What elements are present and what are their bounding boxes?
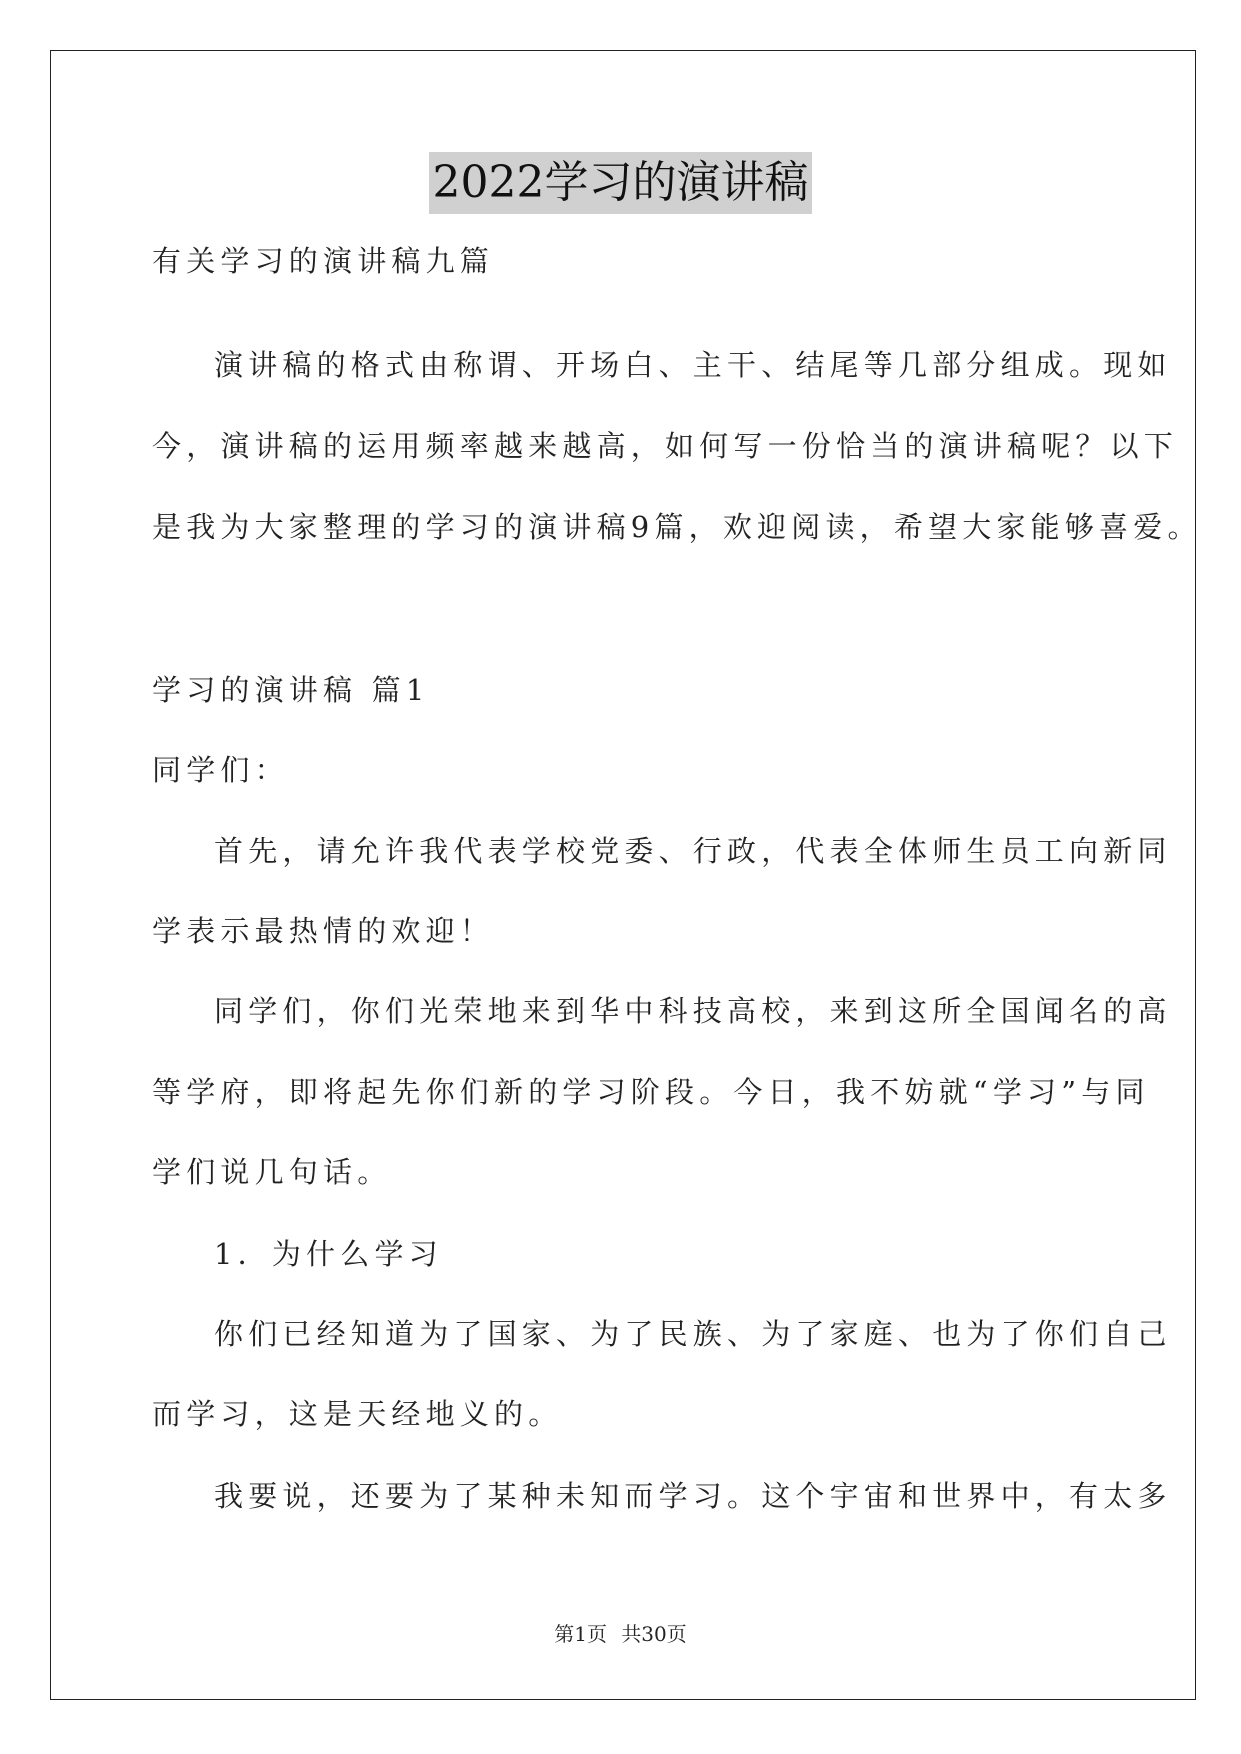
document-title: 2022学习的演讲稿 — [429, 152, 813, 214]
salutation: 同学们： — [152, 753, 289, 787]
page-total: 共30页 — [621, 1622, 687, 1646]
section-heading: 学习的演讲稿 篇1 — [152, 673, 430, 707]
subtitle: 有关学习的演讲稿九篇 — [152, 244, 495, 278]
page-border — [50, 50, 1196, 1700]
paragraph-line: 首先，请允许我代表学校党委、行政，代表全体师生员工向新同 — [214, 834, 1172, 868]
paragraph-line: 演讲稿的格式由称谓、开场白、主干、结尾等几部分组成。现如 — [214, 348, 1172, 382]
paragraph-line: 你们已经知道为了国家、为了民族、为了家庭、也为了你们自己 — [214, 1317, 1172, 1351]
title-container — [0, 152, 1241, 214]
paragraph-line: 同学们，你们光荣地来到华中科技高校，来到这所全国闻名的高 — [214, 994, 1172, 1028]
paragraph-line: 等学府，即将起先你们新的学习阶段。今日，我不妨就“学习”与同 — [152, 1075, 1150, 1109]
page-footer — [0, 1618, 1241, 1647]
paragraph-line: 我要说，还要为了某种未知而学习。这个宇宙和世界中，有太多 — [214, 1479, 1172, 1513]
paragraph-line: 学表示最热情的欢迎！ — [152, 914, 495, 948]
paragraph-line: 是我为大家整理的学习的演讲稿9篇，欢迎阅读，希望大家能够喜爱。 — [152, 510, 1202, 544]
paragraph-line: 学们说几句话。 — [152, 1155, 392, 1189]
paragraph-line: 而学习，这是天经地义的。 — [152, 1397, 563, 1431]
paragraph-line: 今，演讲稿的运用频率越来越高，如何写一份恰当的演讲稿呢？以下 — [152, 429, 1179, 463]
numbered-heading: 1．为什么学习 — [214, 1237, 443, 1271]
page-number: 第1页 — [554, 1622, 607, 1646]
